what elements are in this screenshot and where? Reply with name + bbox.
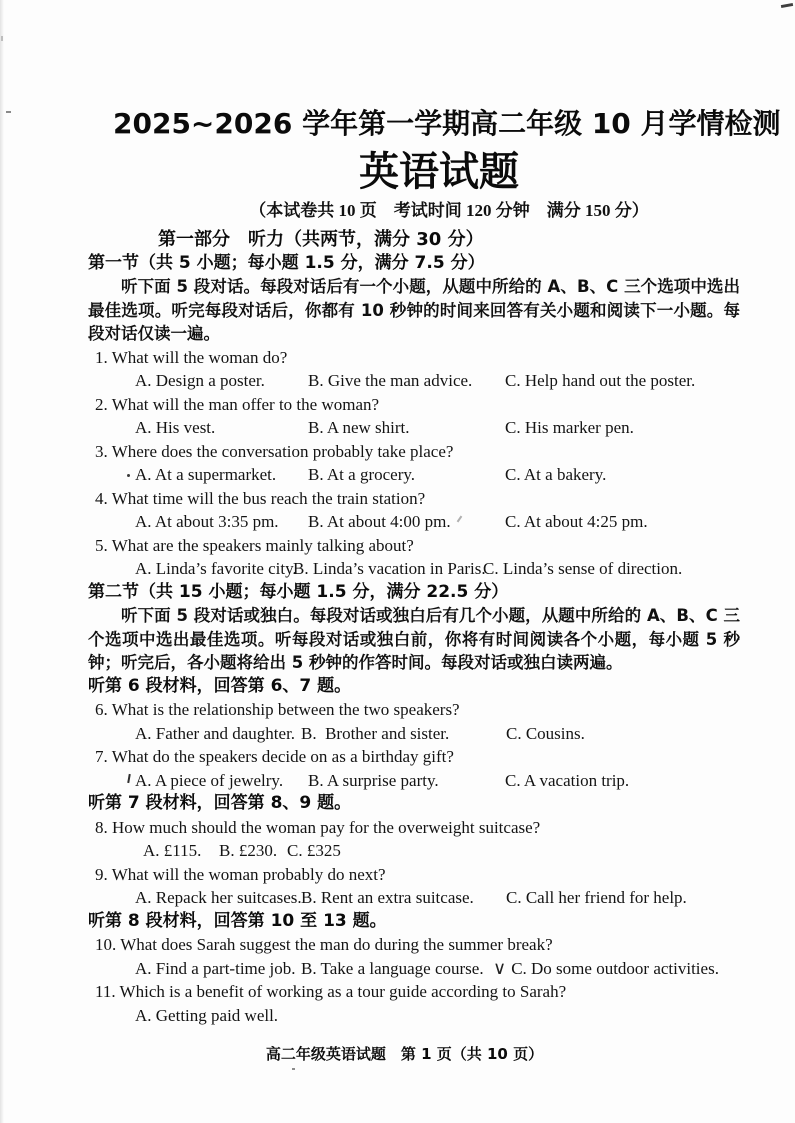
page-content [88,104,781,1027]
question-options [135,722,740,746]
option-c: C. Help hand out the poster. [505,371,696,390]
option-b: B. At about 4:00 pm. [308,512,451,531]
option-b: B. At a grocery. [308,465,416,484]
part1-heading: 第一部分 听力（共两节，满分 30 分） [158,229,484,250]
option-a: A. Design a poster. [135,371,265,390]
option-c: C. His marker pen. [505,418,634,437]
question-1 [88,346,740,393]
option-c: C. At about 4:25 pm. [505,512,648,531]
question-6 [88,698,740,745]
question-options [135,886,740,910]
option-b: B. A surprise party. [308,770,439,790]
option-a: A. Getting paid well. [135,1005,279,1025]
question-text: 11. Which is a benefit of working as a tour guide according to Sarah? [95,982,567,1001]
section2-instructions: 听下面 5 段对话或独白。每段对话或独白后有几个小题，从题中所给的 A、B、C 三个选项中选出最佳选项。听每段对话或独白前，你将有时间阅读各个小题，每小题 5 秒钟；听完后，各小题将给出 5 秒钟的作答时间。每段对话或独白读两遍。 [88,606,740,672]
section2-heading: 第二节（共 15 小题；每小题 1.5 分，满分 22.5 分） [88,581,509,602]
option-a: A. His vest. [135,418,216,437]
option-a: A. Linda’s favorite city. [135,559,297,578]
question-4 [88,487,740,534]
option-c: C. Call her friend for help. [506,888,687,907]
pen-check-mark: ∨ [493,957,507,979]
question-10 [88,933,740,980]
question-text: 10. What does Sarah suggest the man do during the summer break? [95,935,553,954]
option-c: C. Do some outdoor activities. [511,958,719,978]
question-options [143,839,740,863]
question-text: 9. What will the woman probably do next? [95,864,386,884]
question-text: 1. What will the woman do? [95,347,288,367]
question-3 [88,440,740,487]
scan-artifact [292,1068,295,1070]
question-5 [88,534,740,581]
question-options [135,1004,740,1028]
question-text: 3. Where does the conversation probably take place? [95,441,454,461]
scan-artifact [6,111,11,113]
question-options [135,369,740,393]
option-b: B. £230. [219,841,278,860]
question-options [135,463,740,487]
option-a: A. A piece of jewelry. [135,770,284,790]
option-c: C. £325 [287,841,341,860]
question-9 [88,863,740,910]
question-text: 2. What will the man offer to the woman? [95,394,380,414]
exam-subject-title: 英语试题 [359,149,519,195]
option-c: C. A vacation trip. [505,770,630,790]
question-text: 7. What do the speakers decide on as a birthday gift? [95,747,454,766]
option-a: A. Father and daughter. [135,723,296,743]
question-8 [88,816,740,863]
option-a: A. Repack her suitcases. [135,888,302,907]
option-a: A. At a supermarket. [135,465,277,484]
option-a: A. Find a part-time job. [135,958,296,978]
question-options [135,769,740,793]
option-b: B. A new shirt. [308,418,410,437]
page-footer [0,1044,795,1064]
option-b: B. Take a language course. [301,958,484,978]
option-b: B. Linda’s vacation in Paris. [293,559,486,578]
material-note-7: 听第 7 段材料，回答第 8、9 题。 [88,793,352,813]
question-text: 5. What are the speakers mainly talking about? [95,535,414,555]
question-text: 8. How much should the woman pay for the overweight suitcase? [95,817,541,837]
option-b: B. Rent an extra suitcase. [301,888,474,907]
scan-artifact [781,3,793,8]
scan-artifact [1,36,3,41]
option-a: A. £115. [143,841,202,860]
scan-edge-shadow [0,0,4,1123]
question-7 [88,745,740,792]
option-a: A. At about 3:35 pm. [135,512,279,531]
option-c: C. At a bakery. [505,465,607,484]
option-c: C. Linda’s sense of direction. [483,559,683,578]
material-note-6: 听第 6 段材料，回答第 6、7 题。 [88,675,352,696]
page-footer-text: 高二年级英语试题 第 1 页（共 10 页） [265,1045,544,1063]
exam-title: 2025~2026 学年第一学期高二年级 10 月学情检测 [113,107,781,140]
question-options [135,557,740,581]
exam-info-line: （本试卷共 10 页 考试时间 120 分钟 满分 150 分） [249,201,649,220]
question-options [135,510,740,534]
option-b: B. Brother and sister. [301,723,450,743]
question-11 [88,980,740,1027]
question-options [135,416,740,440]
material-note-8: 听第 8 段材料，回答第 10 至 13 题。 [88,910,387,931]
option-c: C. Cousins. [506,723,585,743]
question-2 [88,393,740,440]
question-text: 6. What is the relationship between the two speakers? [95,700,460,719]
question-options [135,957,740,981]
section1-heading: 第一节（共 5 小题；每小题 1.5 分，满分 7.5 分） [88,252,485,273]
question-text: 4. What time will the bus reach the train station? [95,488,426,508]
option-b: B. Give the man advice. [308,371,473,390]
section1-instructions: 听下面 5 段对话。每段对话后有一个小题，从题中所给的 A、B、C 三个选项中选出最佳选项。听完每段对话后，你都有 10 秒钟的时间来回答有关小题和阅读下一小题。每段对话仅读一遍。 [88,277,740,343]
